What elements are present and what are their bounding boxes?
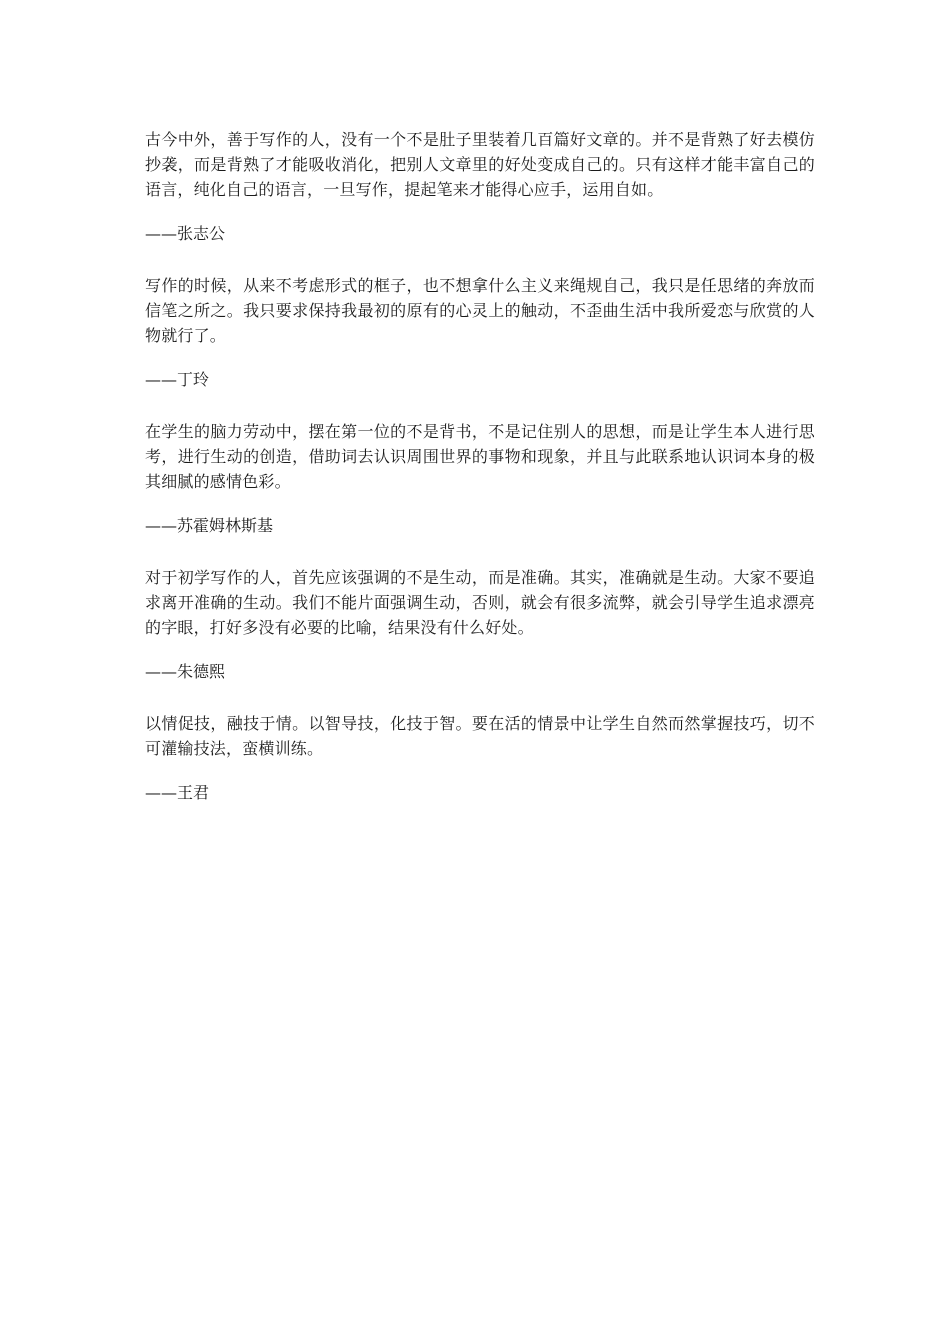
quote-author: ——张志公 [145, 224, 226, 243]
quote-text: 以情促技，融技于情。以智导技，化技于智。要在活的情景中让学生自然而然掌握技巧，切不可灌输技法，蛮横训练。 [145, 714, 815, 758]
quote-text: 对于初学写作的人，首先应该强调的不是生动，而是准确。其实，准确就是生动。大家不要追求离开准确的生动。我们不能片面强调生动，否则，就会有很多流弊，就会引导学生追求漂亮的字眼，打好多没有必要的比喻，结果没有什么好处。 [145, 568, 815, 637]
quote-text: 在学生的脑力劳动中，摆在第一位的不是背书，不是记住别人的思想，而是让学生本人进行思考，进行生动的创造，借助词去认识周围世界的事物和现象，并且与此联系地认识词本身的极其细腻的感情色彩。 [145, 422, 815, 491]
quote-block [145, 419, 815, 538]
quote-text: 古今中外，善于写作的人，没有一个不是肚子里装着几百篇好文章的。并不是背熟了好去模仿抄袭，而是背熟了才能吸收消化，把别人文章里的好处变成自己的。只有这样才能丰富自己的语言，纯化自己的语言，一旦写作，提起笔来才能得心应手，运用自如。 [145, 130, 815, 199]
quote-block [145, 273, 815, 392]
document-body [145, 127, 815, 832]
quote-author: ——苏霍姆林斯基 [145, 516, 274, 535]
quote-text: 写作的时候，从来不考虑形式的框子，也不想拿什么主义来绳规自己，我只是任思绪的奔放而信笔之所之。我只要求保持我最初的原有的心灵上的触动，不歪曲生活中我所爱恋与欣赏的人物就行了。 [145, 276, 815, 345]
quote-block [145, 127, 815, 246]
quote-block [145, 711, 815, 805]
quote-block [145, 565, 815, 684]
quote-author: ——王君 [145, 783, 210, 802]
quote-author: ——丁玲 [145, 370, 210, 389]
quote-author: ——朱德熙 [145, 662, 226, 681]
